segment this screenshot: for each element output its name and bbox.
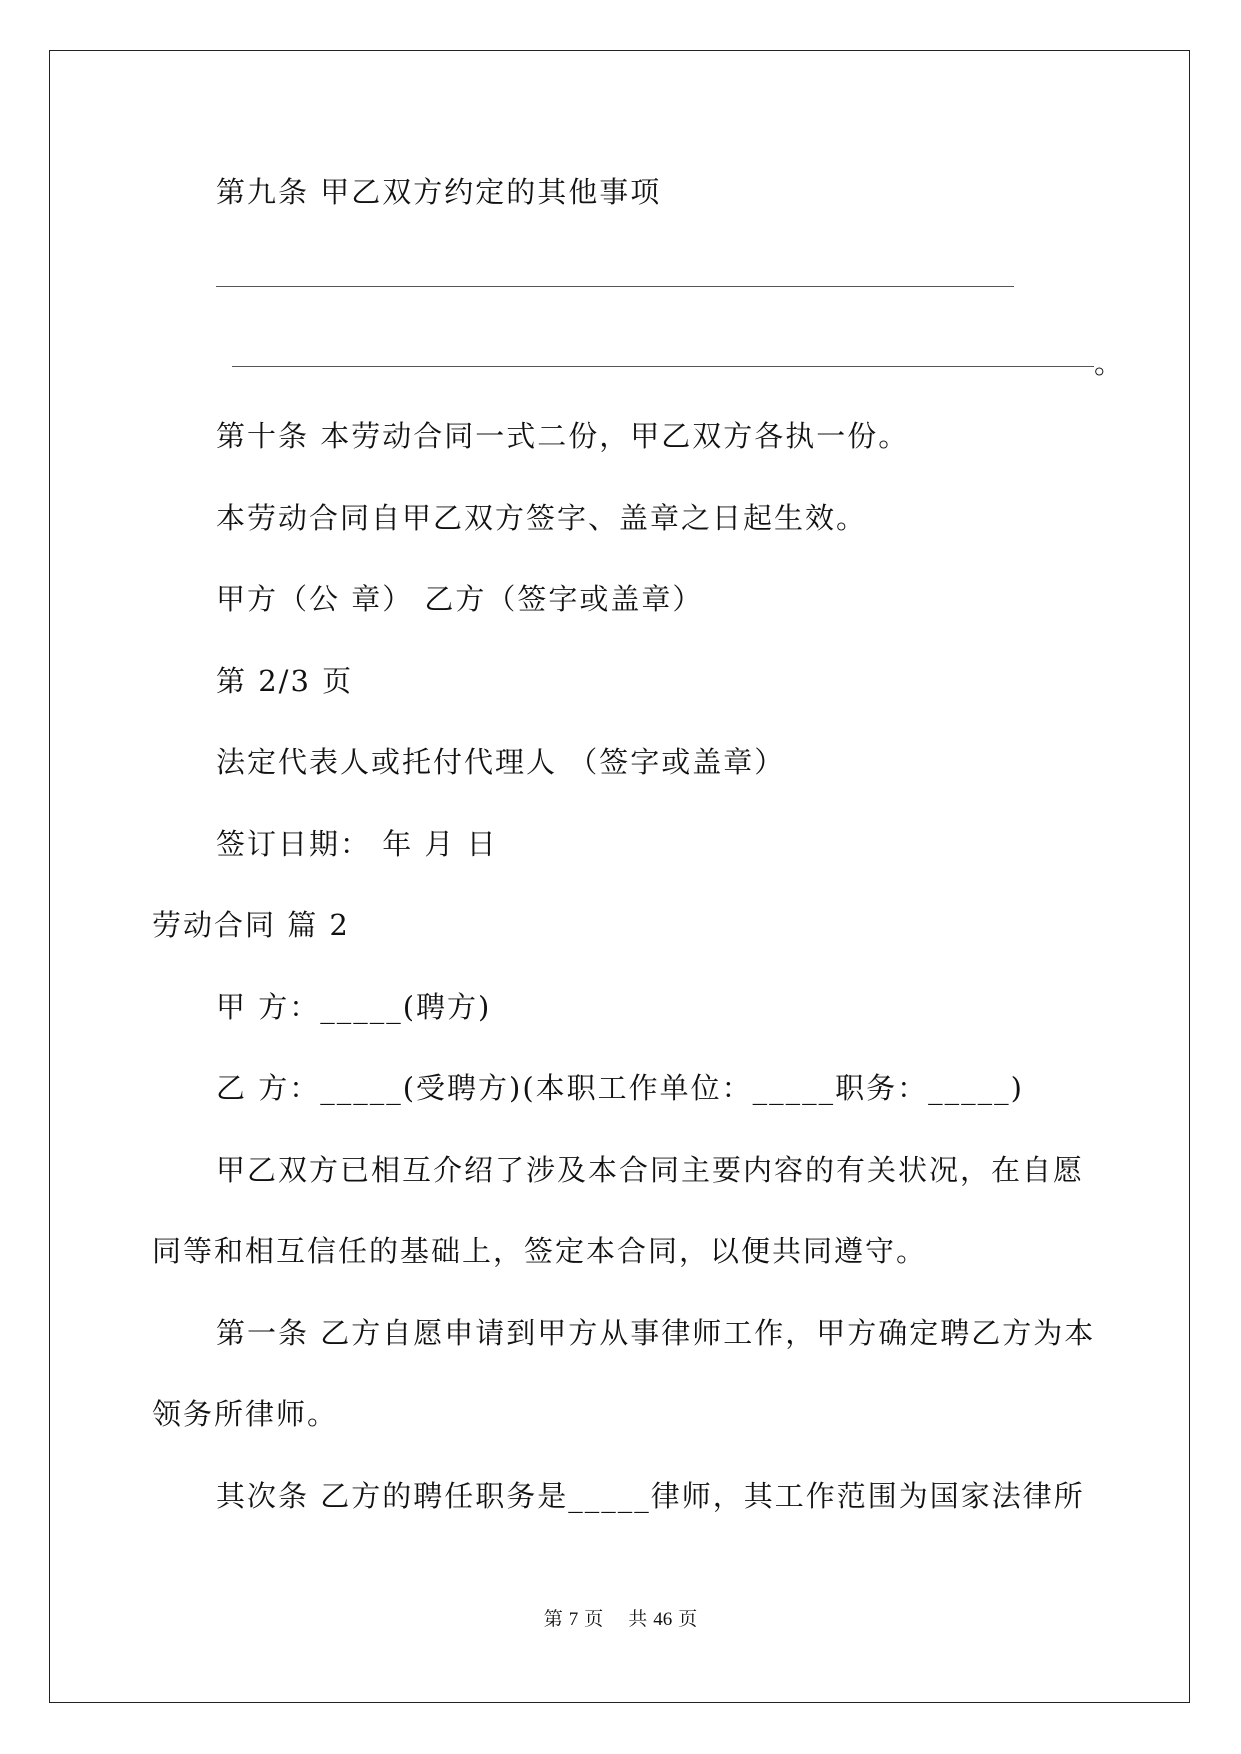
- blank-line-2: [232, 366, 1094, 367]
- inner-page-marker: 第 2/3 页: [216, 664, 354, 698]
- party-a-line: 甲 方：_____(聘方): [216, 990, 492, 1024]
- article-1-line-1: 第一条 乙方自愿申请到甲方从事律师工作，甲方确定聘乙方为本: [216, 1316, 1096, 1350]
- page-footer: [0, 1604, 1241, 1631]
- footer-page-label: 第: [543, 1609, 563, 1630]
- party-b-line: 乙 方：_____(受聘方)(本职工作单位：_____职务：_____): [216, 1071, 1024, 1105]
- footer-total-label: 共: [628, 1609, 648, 1630]
- party-seal-line: 甲方（公 章） 乙方（签字或盖章）: [216, 582, 704, 616]
- article-1-line-2: 领务所律师。: [152, 1397, 339, 1431]
- representative-line: 法定代表人或托付代理人 （签字或盖章）: [216, 745, 786, 779]
- footer-page-unit: 页: [584, 1609, 604, 1630]
- article-10: 第十条 本劳动合同一式二份，甲乙双方各执一份。: [216, 419, 910, 453]
- blank-line-1: [216, 286, 1014, 287]
- signing-date-line: 签订日期： 年 月 日: [216, 827, 498, 861]
- blank-line-end: 。: [1094, 346, 1124, 380]
- section-title: 劳动合同 篇 2: [152, 908, 350, 942]
- footer-total-number: 46: [653, 1609, 673, 1630]
- intro-paragraph-line-2: 同等和相互信任的基础上，签定本合同，以便共同遵守。: [152, 1234, 928, 1268]
- page-border: [49, 50, 1190, 1703]
- article-2-line-1: 其次条 乙方的聘任职务是_____律师，其工作范围为国家法律所: [216, 1479, 1085, 1513]
- footer-page-number: 7: [568, 1609, 579, 1630]
- article-9-heading: 第九条 甲乙双方约定的其他事项: [216, 175, 662, 209]
- effective-clause: 本劳动合同自甲乙双方签字、盖章之日起生效。: [216, 501, 868, 535]
- intro-paragraph-line-1: 甲乙双方已相互介绍了涉及本合同主要内容的有关状况，在自愿: [216, 1153, 1085, 1187]
- footer-total-unit: 页: [678, 1609, 698, 1630]
